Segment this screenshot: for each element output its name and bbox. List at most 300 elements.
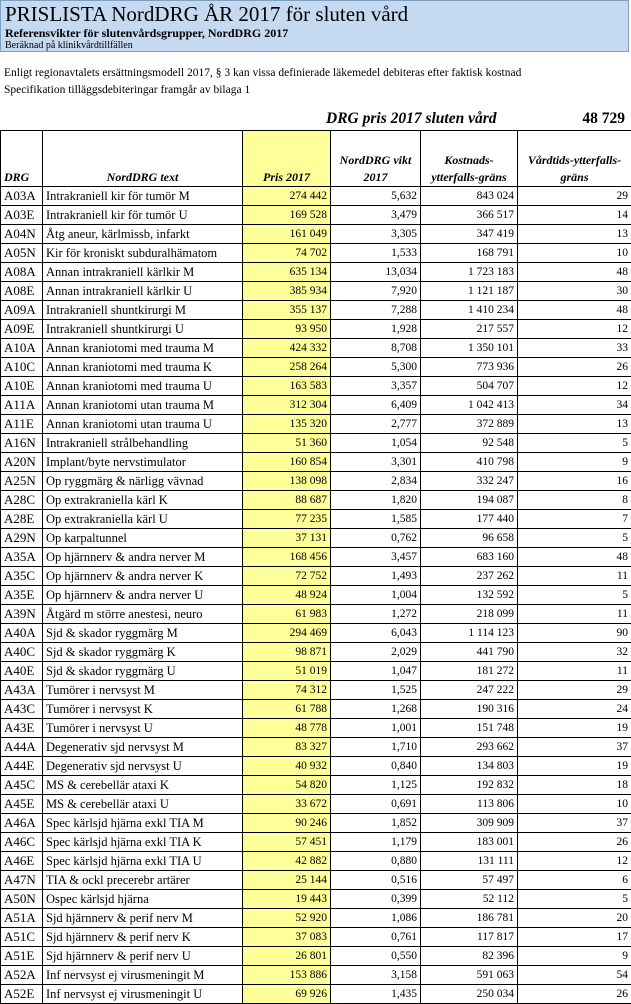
cell-drg: A44A [1,738,43,757]
cell-kostnad: 194 087 [421,491,518,510]
cell-vardtid: 12 [518,852,631,871]
cell-vikt: 7,920 [331,282,421,301]
cell-vikt: 2,834 [331,472,421,491]
cell-kostnad: 82 396 [421,947,518,966]
cell-vardtid: 5 [518,586,631,605]
cell-kostnad: 181 272 [421,662,518,681]
cell-vikt: 1,525 [331,681,421,700]
cell-text: Spec kärlsjd hjärna exkl TIA M [43,814,243,833]
cell-vardtid: 48 [518,263,631,282]
cell-text: Annan kraniotomi med trauma U [43,377,243,396]
cell-vardtid: 33 [518,339,631,358]
cell-vikt: 5,632 [331,187,421,206]
cell-vikt: 0,840 [331,757,421,776]
cell-pris: 72 752 [243,567,331,586]
cell-pris: 274 442 [243,187,331,206]
cell-vikt: 3,301 [331,453,421,472]
cell-pris: 161 049 [243,225,331,244]
cell-vikt: 6,043 [331,624,421,643]
cell-vardtid: 26 [518,985,631,1004]
cell-vardtid: 12 [518,377,631,396]
cell-text: Annan intrakraniell kärlkir U [43,282,243,301]
cell-drg: A08E [1,282,43,301]
cell-vardtid: 10 [518,244,631,263]
cell-vikt: 1,004 [331,586,421,605]
cell-drg: A05N [1,244,43,263]
cell-kostnad: 683 160 [421,548,518,567]
cell-vikt: 1,047 [331,662,421,681]
table-row [1,833,631,852]
table-row [1,263,631,282]
col-header-kostnad: Kostnads-ytterfalls-gräns [421,131,518,187]
table-row [1,187,631,206]
table-row [1,320,631,339]
cell-text: Op extrakraniella kärl K [43,491,243,510]
cell-kostnad: 773 936 [421,358,518,377]
cell-kostnad: 113 806 [421,795,518,814]
cell-pris: 163 583 [243,377,331,396]
cell-kostnad: 591 063 [421,966,518,985]
cell-pris: 57 451 [243,833,331,852]
table-row [1,871,631,890]
cell-text: Intrakraniell kir för tumör M [43,187,243,206]
table-row [1,339,631,358]
cell-text: Op hjärnnerv & andra nerver K [43,567,243,586]
cell-pris: 135 320 [243,415,331,434]
cell-kostnad: 218 099 [421,605,518,624]
cell-kostnad: 441 790 [421,643,518,662]
cell-drg: A16N [1,434,43,453]
cell-drg: A08A [1,263,43,282]
cell-vikt: 0,550 [331,947,421,966]
table-row [1,852,631,871]
cell-vardtid: 8 [518,491,631,510]
cell-text: Inf nervsyst ej virusmeningit U [43,985,243,1004]
cell-drg: A45C [1,776,43,795]
cell-kostnad: 237 262 [421,567,518,586]
table-row [1,358,631,377]
cell-text: Intrakraniell strålbehandling [43,434,243,453]
cell-kostnad: 168 791 [421,244,518,263]
cell-text: Åtg aneur, kärlmissb, infarkt [43,225,243,244]
table-row [1,795,631,814]
cell-pris: 98 871 [243,643,331,662]
cell-kostnad: 117 817 [421,928,518,947]
cell-text: Degenerativ sjd nervsyst U [43,757,243,776]
cell-drg: A44E [1,757,43,776]
cell-pris: 93 950 [243,320,331,339]
cell-vikt: 5,300 [331,358,421,377]
cell-drg: A03A [1,187,43,206]
cell-pris: 51 360 [243,434,331,453]
cell-vikt: 0,516 [331,871,421,890]
table-row [1,700,631,719]
cell-drg: A04N [1,225,43,244]
cell-vardtid: 13 [518,225,631,244]
cell-vardtid: 14 [518,206,631,225]
cell-drg: A43C [1,700,43,719]
cell-drg: A39N [1,605,43,624]
col-header-vardtid: Vårdtids-ytterfalls-gräns [518,131,631,187]
cell-vikt: 1,179 [331,833,421,852]
cell-vardtid: 11 [518,567,631,586]
table-row [1,434,631,453]
cell-text: Op hjärnnerv & andra nerver M [43,548,243,567]
cell-kostnad: 372 889 [421,415,518,434]
cell-vardtid: 90 [518,624,631,643]
cell-kostnad: 151 748 [421,719,518,738]
cell-pris: 635 134 [243,263,331,282]
cell-kostnad: 131 111 [421,852,518,871]
cell-vardtid: 19 [518,719,631,738]
cell-pris: 169 528 [243,206,331,225]
cell-kostnad: 347 419 [421,225,518,244]
cell-text: Spec kärlsjd hjärna exkl TIA U [43,852,243,871]
table-body [1,187,631,1004]
cell-vardtid: 7 [518,510,631,529]
cell-text: MS & cerebellär ataxi K [43,776,243,795]
cell-pris: 74 312 [243,681,331,700]
cell-vikt: 0,762 [331,529,421,548]
table-row [1,624,631,643]
base-price-label: DRG pris 2017 sluten vård [326,110,497,128]
cell-pris: 69 926 [243,985,331,1004]
table-row [1,890,631,909]
cell-vikt: 1,852 [331,814,421,833]
cell-vardtid: 11 [518,662,631,681]
cell-text: Sjd hjärnnerv & perif nerv M [43,909,243,928]
cell-drg: A10C [1,358,43,377]
cell-pris: 312 304 [243,396,331,415]
table-row [1,396,631,415]
cell-text: Tumörer i nervsyst M [43,681,243,700]
cell-text: Op extrakraniella kärl U [43,510,243,529]
cell-vikt: 1,533 [331,244,421,263]
cell-vikt: 3,305 [331,225,421,244]
cell-vikt: 1,086 [331,909,421,928]
cell-text: Sjd & skador ryggmärg U [43,662,243,681]
table-row [1,738,631,757]
cell-drg: A52E [1,985,43,1004]
cell-vikt: 1,272 [331,605,421,624]
cell-drg: A20N [1,453,43,472]
cell-drg: A09A [1,301,43,320]
cell-drg: A25N [1,472,43,491]
cell-vikt: 1,710 [331,738,421,757]
cell-vardtid: 29 [518,187,631,206]
cell-vardtid: 26 [518,833,631,852]
cell-vardtid: 48 [518,301,631,320]
table-row [1,415,631,434]
cell-kostnad: 366 517 [421,206,518,225]
cell-drg: A46C [1,833,43,852]
cell-pris: 88 687 [243,491,331,510]
table-row [1,681,631,700]
cell-kostnad: 186 781 [421,909,518,928]
table-row [1,662,631,681]
cell-vikt: 2,777 [331,415,421,434]
cell-text: Tumörer i nervsyst U [43,719,243,738]
cell-drg: A29N [1,529,43,548]
cell-pris: 61 983 [243,605,331,624]
cell-text: Sjd hjärnnerv & perif nerv U [43,947,243,966]
cell-pris: 37 083 [243,928,331,947]
cell-text: Åtgärd m större anestesi, neuro [43,605,243,624]
cell-vikt: 2,029 [331,643,421,662]
cell-vardtid: 24 [518,700,631,719]
cell-drg: A46E [1,852,43,871]
cell-vardtid: 30 [518,282,631,301]
table-row [1,453,631,472]
cell-text: Annan kraniotomi med trauma M [43,339,243,358]
cell-pris: 355 137 [243,301,331,320]
cell-drg: A40E [1,662,43,681]
cell-vikt: 0,761 [331,928,421,947]
page-subtitle: Referensvikter för slutenvårdsgrupper, NordDRG 2017 [5,26,288,40]
cell-text: Ospec kärlsjd hjärna [43,890,243,909]
cell-text: Tumörer i nervsyst K [43,700,243,719]
cell-pris: 138 098 [243,472,331,491]
cell-drg: A47N [1,871,43,890]
cell-vikt: 13,034 [331,263,421,282]
cell-kostnad: 177 440 [421,510,518,529]
cell-kostnad: 52 112 [421,890,518,909]
page-subnote: Beräknad på klinikvårdtillfällen [5,40,133,52]
cell-text: Op hjärnnerv & andra nerver U [43,586,243,605]
cell-kostnad: 504 707 [421,377,518,396]
table-row [1,206,631,225]
table-row [1,225,631,244]
cell-vardtid: 54 [518,966,631,985]
cell-drg: A51E [1,947,43,966]
cell-text: Spec kärlsjd hjärna exkl TIA K [43,833,243,852]
cell-vikt: 8,708 [331,339,421,358]
cell-vikt: 1,054 [331,434,421,453]
cell-vikt: 3,479 [331,206,421,225]
cell-pris: 424 332 [243,339,331,358]
cell-kostnad: 183 001 [421,833,518,852]
cell-vikt: 1,125 [331,776,421,795]
cell-vikt: 7,288 [331,301,421,320]
cell-kostnad: 57 497 [421,871,518,890]
cell-text: Intrakraniell kir för tumör U [43,206,243,225]
table-row [1,605,631,624]
cell-drg: A09E [1,320,43,339]
cell-text: Kir för kroniskt subduralhämatom [43,244,243,263]
cell-text: Op ryggmärg & närligg vävnad [43,472,243,491]
cell-vardtid: 13 [518,415,631,434]
table-row [1,643,631,662]
cell-vardtid: 6 [518,871,631,890]
base-price-value: 48 729 [582,110,625,128]
cell-text: Sjd & skador ryggmärg K [43,643,243,662]
cell-vardtid: 11 [518,605,631,624]
cell-drg: A10E [1,377,43,396]
cell-vikt: 0,691 [331,795,421,814]
cell-vikt: 1,268 [331,700,421,719]
cell-drg: A11A [1,396,43,415]
cell-vikt: 1,820 [331,491,421,510]
col-header-text: NordDRG text [43,131,243,187]
cell-pris: 168 456 [243,548,331,567]
cell-drg: A40C [1,643,43,662]
cell-text: Annan kraniotomi utan trauma M [43,396,243,415]
cell-drg: A28E [1,510,43,529]
cell-kostnad: 1 723 183 [421,263,518,282]
table-row [1,282,631,301]
cell-vikt: 1,585 [331,510,421,529]
cell-drg: A40A [1,624,43,643]
cell-vardtid: 37 [518,738,631,757]
cell-drg: A28C [1,491,43,510]
cell-vikt: 3,158 [331,966,421,985]
cell-text: Annan kraniotomi med trauma K [43,358,243,377]
cell-vardtid: 32 [518,643,631,662]
cell-pris: 83 327 [243,738,331,757]
cell-pris: 42 882 [243,852,331,871]
cell-drg: A50N [1,890,43,909]
table-row [1,909,631,928]
cell-vikt: 1,493 [331,567,421,586]
table-row [1,947,631,966]
cell-vardtid: 34 [518,396,631,415]
cell-text: Implant/byte nervstimulator [43,453,243,472]
cell-kostnad: 134 803 [421,757,518,776]
cell-vardtid: 19 [518,757,631,776]
cell-vikt: 0,880 [331,852,421,871]
cell-kostnad: 217 557 [421,320,518,339]
cell-kostnad: 410 798 [421,453,518,472]
table-row [1,244,631,263]
cell-pris: 61 788 [243,700,331,719]
cell-drg: A43E [1,719,43,738]
cell-pris: 37 131 [243,529,331,548]
cell-drg: A46A [1,814,43,833]
cell-pris: 51 019 [243,662,331,681]
cell-pris: 160 854 [243,453,331,472]
cell-drg: A45E [1,795,43,814]
cell-vardtid: 12 [518,320,631,339]
cell-kostnad: 1 121 187 [421,282,518,301]
cell-pris: 54 820 [243,776,331,795]
table-row [1,776,631,795]
table-row [1,586,631,605]
cell-drg: A11E [1,415,43,434]
cell-pris: 294 469 [243,624,331,643]
table-row [1,529,631,548]
cell-text: Op karpaltunnel [43,529,243,548]
cell-text: Intrakraniell shuntkirurgi U [43,320,243,339]
cell-vikt: 1,001 [331,719,421,738]
cell-kostnad: 96 658 [421,529,518,548]
cell-kostnad: 1 042 413 [421,396,518,415]
cell-drg: A51A [1,909,43,928]
cell-vikt: 3,457 [331,548,421,567]
cell-vardtid: 5 [518,434,631,453]
note-line-1: Enligt regionavtalets ersättningsmodell 2017, § 3 kan vissa definierade läkemedel debiteras efter faktisk kostnad [4,66,521,80]
cell-kostnad: 293 662 [421,738,518,757]
cell-drg: A35A [1,548,43,567]
cell-kostnad: 1 350 101 [421,339,518,358]
cell-pris: 52 920 [243,909,331,928]
cell-vardtid: 20 [518,909,631,928]
cell-vikt: 0,399 [331,890,421,909]
document-header [0,0,629,52]
drg-price-table [0,130,631,1004]
cell-pris: 26 801 [243,947,331,966]
cell-pris: 385 934 [243,282,331,301]
cell-pris: 258 264 [243,358,331,377]
cell-vardtid: 48 [518,548,631,567]
cell-kostnad: 247 222 [421,681,518,700]
cell-kostnad: 190 316 [421,700,518,719]
table-row [1,928,631,947]
col-header-vikt: NordDRG vikt 2017 [331,131,421,187]
col-header-pris: Pris 2017 [243,131,331,187]
cell-pris: 25 144 [243,871,331,890]
cell-kostnad: 309 909 [421,814,518,833]
cell-vardtid: 26 [518,358,631,377]
cell-vardtid: 5 [518,529,631,548]
cell-text: MS & cerebellär ataxi U [43,795,243,814]
cell-vikt: 1,435 [331,985,421,1004]
cell-vardtid: 16 [518,472,631,491]
table-header-row [1,131,631,187]
cell-text: TIA & ockl precerebr artärer [43,871,243,890]
cell-text: Annan intrakraniell kärlkir M [43,263,243,282]
cell-pris: 77 235 [243,510,331,529]
cell-vikt: 1,928 [331,320,421,339]
cell-kostnad: 1 410 234 [421,301,518,320]
cell-vardtid: 17 [518,928,631,947]
cell-kostnad: 843 024 [421,187,518,206]
table-row [1,510,631,529]
table-row [1,757,631,776]
cell-kostnad: 250 034 [421,985,518,1004]
cell-drg: A03E [1,206,43,225]
cell-vikt: 3,357 [331,377,421,396]
cell-vardtid: 9 [518,453,631,472]
cell-pris: 48 924 [243,586,331,605]
note-line-2: Specifikation tilläggsdebiteringar framgår av bilaga 1 [4,83,250,97]
cell-vardtid: 37 [518,814,631,833]
cell-vikt: 6,409 [331,396,421,415]
cell-text: Intrakraniell shuntkirurgi M [43,301,243,320]
cell-vardtid: 9 [518,947,631,966]
cell-drg: A35E [1,586,43,605]
cell-text: Sjd & skador ryggmärg M [43,624,243,643]
table-row [1,814,631,833]
table-row [1,567,631,586]
cell-pris: 40 932 [243,757,331,776]
cell-drg: A52A [1,966,43,985]
cell-vardtid: 18 [518,776,631,795]
cell-vardtid: 5 [518,890,631,909]
cell-drg: A43A [1,681,43,700]
col-header-drg: DRG [1,131,43,187]
cell-pris: 153 886 [243,966,331,985]
cell-kostnad: 132 592 [421,586,518,605]
cell-pris: 74 702 [243,244,331,263]
cell-drg: A35C [1,567,43,586]
cell-pris: 48 778 [243,719,331,738]
cell-drg: A51C [1,928,43,947]
table-row [1,491,631,510]
table-row [1,985,631,1004]
cell-text: Annan kraniotomi utan trauma U [43,415,243,434]
cell-kostnad: 92 548 [421,434,518,453]
cell-pris: 90 246 [243,814,331,833]
